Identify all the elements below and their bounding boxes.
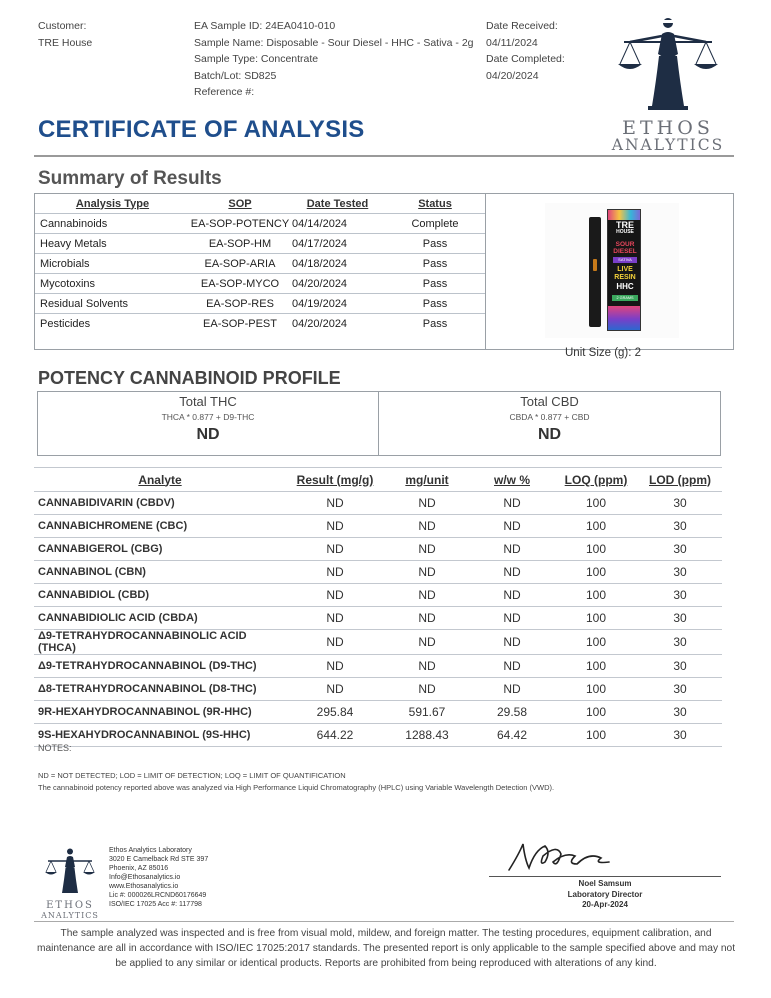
footer-disclaimer: The sample analyzed was inspected and is free from visual mold, mildew, and foreign matter. The testing procedures, equipment calibration, and maintenance are all in accordance with ISO/IEC 17025:2017 standards. The presented report is only applicable to the sample specified above and may not be applied to any similar or identical products. Reports are prohibited from being reproduced with alterations of any kind. xyxy=(36,928,736,969)
analyte-row xyxy=(34,678,722,701)
analyte-name: 9R-HEXAHYDROCANNABINOL (9R-HHC) xyxy=(34,701,286,724)
loq: 100 xyxy=(554,607,638,630)
summary-date: 04/18/2024 xyxy=(290,254,385,274)
product-box xyxy=(607,209,641,331)
analyte-name: Δ9-TETRAHYDROCANNABINOL (D9-THC) xyxy=(34,655,286,678)
col-result: Result (mg/g) xyxy=(286,468,384,492)
analyte-name: CANNABIDIOLIC ACID (CBDA) xyxy=(34,607,286,630)
definitions-text: ND = NOT DETECTED; LOD = LIMIT OF DETECTION; LOQ = LIMIT OF QUANTIFICATION xyxy=(38,771,346,780)
customer-block xyxy=(38,18,92,51)
summary-status: Complete xyxy=(385,214,485,234)
ww-percent: ND xyxy=(470,655,554,678)
product-image xyxy=(545,203,679,338)
box-type: SATIVA xyxy=(613,257,637,263)
total-thc-value: ND xyxy=(196,426,220,443)
lod: 30 xyxy=(638,492,722,515)
ww-percent: ND xyxy=(470,492,554,515)
mg-unit: ND xyxy=(384,630,470,655)
lod: 30 xyxy=(638,655,722,678)
lod: 30 xyxy=(638,584,722,607)
ethos-logo xyxy=(606,12,730,154)
summary-date: 04/14/2024 xyxy=(290,214,385,234)
result-mg-g: ND xyxy=(286,655,384,678)
summary-status: Pass xyxy=(385,314,485,334)
analyte-row xyxy=(34,538,722,561)
mg-unit: ND xyxy=(384,538,470,561)
lab-address2: Phoenix, AZ 85016 xyxy=(109,865,169,872)
summary-row xyxy=(35,294,485,314)
analyte-name: CANNABINOL (CBN) xyxy=(34,561,286,584)
result-mg-g: ND xyxy=(286,515,384,538)
summary-analysis-type: Cannabinoids xyxy=(35,214,190,234)
loq: 100 xyxy=(554,630,638,655)
signature xyxy=(505,834,615,878)
summary-date: 04/19/2024 xyxy=(290,294,385,314)
result-mg-g: ND xyxy=(286,584,384,607)
result-mg-g: ND xyxy=(286,561,384,584)
signature-line xyxy=(489,876,721,877)
reference-number: Reference #: xyxy=(194,86,255,98)
unit-size: Unit Size (g): 2 xyxy=(565,347,642,359)
box-brand-line2: HOUSE xyxy=(616,229,634,235)
customer-label: Customer: xyxy=(38,20,87,32)
sample-block xyxy=(194,18,474,101)
summary-divider xyxy=(485,194,486,349)
lod: 30 xyxy=(638,515,722,538)
result-mg-g: ND xyxy=(286,492,384,515)
summary-row xyxy=(35,254,485,274)
analyte-name: CANNABICHROMENE (CBC) xyxy=(34,515,286,538)
summary-sop: EA-SOP-MYCO xyxy=(190,274,290,294)
col-loq: LOQ (ppm) xyxy=(554,468,638,492)
analyte-table xyxy=(34,467,722,747)
mg-unit: ND xyxy=(384,515,470,538)
loq: 100 xyxy=(554,724,638,747)
summary-row xyxy=(35,314,485,334)
box-brand-line1: TRE xyxy=(616,220,634,230)
result-mg-g: ND xyxy=(286,630,384,655)
notes-label: NOTES: xyxy=(38,743,72,753)
title-divider xyxy=(34,155,734,157)
mg-unit: 1288.43 xyxy=(384,724,470,747)
loq: 100 xyxy=(554,701,638,724)
footer-logo xyxy=(34,846,106,918)
vape-pen xyxy=(589,217,601,327)
analyte-name: 9S-HEXAHYDROCANNABINOL (9S-HHC) xyxy=(34,724,286,747)
sample-id: EA Sample ID: 24EA0410-010 xyxy=(194,20,336,32)
result-mg-g: ND xyxy=(286,678,384,701)
ww-percent: 29.58 xyxy=(470,701,554,724)
box-live-line1: LIVE xyxy=(617,266,633,273)
lod: 30 xyxy=(638,607,722,630)
summary-analysis-type: Mycotoxins xyxy=(35,274,190,294)
potency-title: POTENCY CANNABINOID PROFILE xyxy=(38,368,341,388)
lod: 30 xyxy=(638,724,722,747)
summary-date: 04/20/2024 xyxy=(290,314,385,334)
ww-percent: ND xyxy=(470,678,554,701)
analyte-row xyxy=(34,607,722,630)
mg-unit: 591.67 xyxy=(384,701,470,724)
summary-sop: EA-SOP-HM xyxy=(190,234,290,254)
box-hhc: HHC xyxy=(616,282,634,291)
box-live-line2: RESIN xyxy=(614,273,636,281)
lod: 30 xyxy=(638,678,722,701)
analyte-name: Δ8-TETRAHYDROCANNABINOL (D8-THC) xyxy=(34,678,286,701)
analyte-row xyxy=(34,724,722,747)
total-thc-label: Total THC xyxy=(179,394,237,409)
vape-light xyxy=(593,259,597,271)
analyte-row xyxy=(34,655,722,678)
page-title: CERTIFICATE OF ANALYSIS xyxy=(38,116,365,143)
loq: 100 xyxy=(554,678,638,701)
analyte-row xyxy=(34,561,722,584)
summary-col-sop: SOP xyxy=(228,197,252,210)
customer-value: TRE House xyxy=(38,36,93,49)
summary-table xyxy=(35,194,485,333)
analyte-row xyxy=(34,584,722,607)
loq: 100 xyxy=(554,538,638,561)
lab-license: Lic #: 000026LRCND60176649 xyxy=(109,892,207,899)
sample-name: Sample Name: Disposable - Sour Diesel - HHC - Sativa - 2g xyxy=(194,36,474,49)
summary-col-status: Status xyxy=(418,197,452,210)
lab-email: Info@Ethosanalytics.io xyxy=(109,874,181,881)
analyte-row xyxy=(34,701,722,724)
summary-header-row xyxy=(35,194,485,214)
lab-web: www.Ethosanalytics.io xyxy=(109,883,179,890)
date-received-label: Date Received: xyxy=(486,20,558,32)
date-completed-label: Date Completed: xyxy=(486,53,565,65)
summary-analysis-type: Heavy Metals xyxy=(35,234,190,254)
lab-name: Ethos Analytics Laboratory xyxy=(109,847,192,854)
ww-percent: ND xyxy=(470,584,554,607)
box-grams: 2 GRAMS xyxy=(612,295,638,301)
loq: 100 xyxy=(554,584,638,607)
total-cbd-formula: CBDA * 0.877 + CBD xyxy=(509,412,590,422)
summary-col-analysis-type: Analysis Type xyxy=(75,197,150,210)
analyte-name: Δ9-TETRAHYDROCANNABINOLIC ACID (THCA) xyxy=(34,630,286,655)
summary-row xyxy=(35,234,485,254)
loq: 100 xyxy=(554,561,638,584)
box-strain-line2: DIESEL xyxy=(613,248,637,255)
lod: 30 xyxy=(638,538,722,561)
analyte-name: CANNABIDIVARIN (CBDV) xyxy=(34,492,286,515)
date-received-value: 04/11/2024 xyxy=(486,36,538,49)
summary-box xyxy=(34,193,734,350)
logo-text-ethos: ETHOS xyxy=(622,117,714,139)
analyte-name: CANNABIGEROL (CBG) xyxy=(34,538,286,561)
footer-logo-ethos: ETHOS xyxy=(46,900,94,911)
col-lod: LOD (ppm) xyxy=(638,468,722,492)
total-thc-cell xyxy=(38,392,378,455)
lod: 30 xyxy=(638,630,722,655)
ww-percent: ND xyxy=(470,607,554,630)
mg-unit: ND xyxy=(384,678,470,701)
loq: 100 xyxy=(554,492,638,515)
summary-col-date-tested: Date Tested xyxy=(306,197,369,210)
logo-text-analytics: ANALYTICS xyxy=(611,136,725,154)
total-cbd-cell xyxy=(379,392,720,455)
col-mg-unit: mg/unit xyxy=(384,468,470,492)
method-note: The cannabinoid potency reported above was analyzed via High Performance Liquid Chromatography (HPLC) using Variable Wavelength Detection (VWD). xyxy=(38,783,555,792)
summary-sop: EA-SOP-RES xyxy=(190,294,290,314)
sample-type: Sample Type: Concentrate xyxy=(194,53,319,65)
lod: 30 xyxy=(638,561,722,584)
signer-date: 20-Apr-2024 xyxy=(582,900,628,909)
box-strain-line1: SOUR xyxy=(615,241,635,248)
dates-block xyxy=(486,18,565,84)
mg-unit: ND xyxy=(384,655,470,678)
ww-percent: ND xyxy=(470,515,554,538)
footer-logo-analytics: ANALYTICS xyxy=(41,911,99,920)
lab-iso: ISO/IEC 17025 Acc #: 117798 xyxy=(109,901,202,908)
summary-status: Pass xyxy=(385,254,485,274)
mg-unit: ND xyxy=(384,584,470,607)
summary-sop: EA-SOP-ARIA xyxy=(190,254,290,274)
result-mg-g: 295.84 xyxy=(286,701,384,724)
mg-unit: ND xyxy=(384,492,470,515)
lab-info xyxy=(109,846,208,909)
definitions-block xyxy=(38,770,554,794)
lady-justice-small-icon xyxy=(34,846,106,896)
lady-justice-icon xyxy=(606,12,730,112)
total-thc-formula: THCA * 0.877 + D9-THC xyxy=(161,412,255,422)
result-mg-g: ND xyxy=(286,538,384,561)
result-mg-g: ND xyxy=(286,607,384,630)
product-box-stripe xyxy=(608,210,641,220)
ww-percent: ND xyxy=(470,538,554,561)
summary-row xyxy=(35,214,485,234)
mg-unit: ND xyxy=(384,607,470,630)
footer-divider xyxy=(34,921,734,922)
signer-block xyxy=(489,879,721,911)
summary-status: Pass xyxy=(385,234,485,254)
summary-sop: EA-SOP-PEST xyxy=(190,314,290,334)
potency-totals-box xyxy=(37,391,721,456)
summary-analysis-type: Residual Solvents xyxy=(35,294,190,314)
analyte-row xyxy=(34,515,722,538)
analyte-name: CANNABIDIOL (CBD) xyxy=(34,584,286,607)
total-cbd-label: Total CBD xyxy=(520,394,579,409)
col-analyte: Analyte xyxy=(34,468,286,492)
loq: 100 xyxy=(554,655,638,678)
col-ww: w/w % xyxy=(470,468,554,492)
result-mg-g: 644.22 xyxy=(286,724,384,747)
ww-percent: ND xyxy=(470,630,554,655)
summary-analysis-type: Microbials xyxy=(35,254,190,274)
summary-status: Pass xyxy=(385,294,485,314)
lod: 30 xyxy=(638,701,722,724)
summary-row xyxy=(35,274,485,294)
ww-percent: ND xyxy=(470,561,554,584)
total-cbd-value: ND xyxy=(537,426,562,443)
summary-date: 04/20/2024 xyxy=(290,274,385,294)
summary-title: Summary of Results xyxy=(38,168,222,189)
analyte-row xyxy=(34,492,722,515)
signer-name: Noel Samsum xyxy=(578,879,632,888)
date-completed-value: 04/20/2024 xyxy=(486,69,539,82)
analyte-header-row xyxy=(34,468,722,492)
summary-date: 04/17/2024 xyxy=(290,234,385,254)
summary-status: Pass xyxy=(385,274,485,294)
batch-lot: Batch/Lot: SD825 xyxy=(194,69,277,82)
summary-analysis-type: Pesticides xyxy=(35,314,190,334)
lab-address1: 3020 E Camelback Rd STE 397 xyxy=(109,856,209,863)
mg-unit: ND xyxy=(384,561,470,584)
analyte-row xyxy=(34,630,722,655)
summary-sop: EA-SOP-POTENCY xyxy=(190,214,290,234)
loq: 100 xyxy=(554,515,638,538)
product-box-gradient xyxy=(608,306,641,331)
ww-percent: 64.42 xyxy=(470,724,554,747)
signer-role: Laboratory Director xyxy=(567,889,643,899)
